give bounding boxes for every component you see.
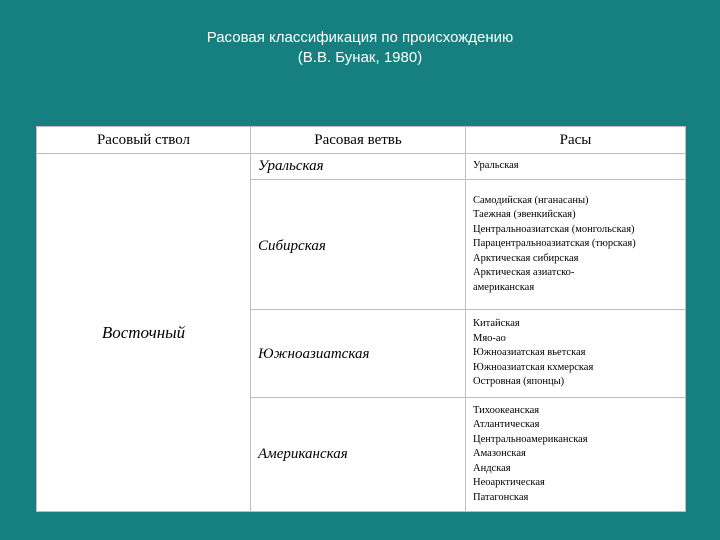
race-item: Центральноазиатская (монгольская): [473, 223, 635, 235]
race-item: Самодийская (нганасаны): [473, 194, 589, 206]
race-item: Парацентральноазиатская (тюрская): [473, 238, 636, 250]
races-cell: [466, 310, 686, 398]
race-item: Тихоокеанская: [473, 404, 540, 416]
branch-cell: Уральская: [251, 154, 466, 180]
race-item: Китайская: [473, 318, 520, 330]
race-item: Центральноамериканская: [473, 433, 588, 445]
trunk-cell: Восточный: [37, 154, 251, 512]
branch-cell: Южноазиатская: [251, 310, 466, 398]
race-item: Южноазиатская кхмерская: [473, 361, 594, 373]
race-item: Андская: [473, 462, 511, 474]
race-item: Патагонская: [473, 491, 529, 503]
branch-cell: Сибирская: [251, 180, 466, 310]
race-item: Амазонская: [473, 448, 526, 460]
race-item: Атлантическая: [473, 419, 540, 431]
race-item: Островная (японцы): [473, 376, 565, 388]
races-cell: [466, 398, 686, 512]
races-cell: [466, 154, 686, 180]
header-branch: Расовая ветвь: [251, 127, 466, 154]
header-trunk: Расовый ствол: [37, 127, 251, 154]
classification-table: [36, 126, 686, 512]
title-line-1: Расовая классификация по происхождению: [206, 29, 514, 46]
race-item: Мяо-ао: [473, 332, 506, 344]
race-item: американская: [473, 281, 535, 293]
race-item: Южноазиатская вьетская: [473, 347, 586, 359]
slide-title: [0, 28, 720, 68]
race-item: Арктическая сибирская: [473, 252, 579, 264]
table-row: [37, 154, 686, 180]
title-line-2: (В.В. Бунак, 1980): [297, 49, 423, 66]
race-item: Арктическая азиатско-: [473, 267, 575, 279]
header-row: [37, 127, 686, 154]
race-item: Уральская: [473, 160, 519, 172]
race-item: Неоарктическая: [473, 477, 545, 489]
branch-cell: Американская: [251, 398, 466, 512]
races-cell: [466, 180, 686, 310]
header-races: Расы: [466, 127, 686, 154]
race-item: Таежная (эвенкийская): [473, 209, 576, 221]
